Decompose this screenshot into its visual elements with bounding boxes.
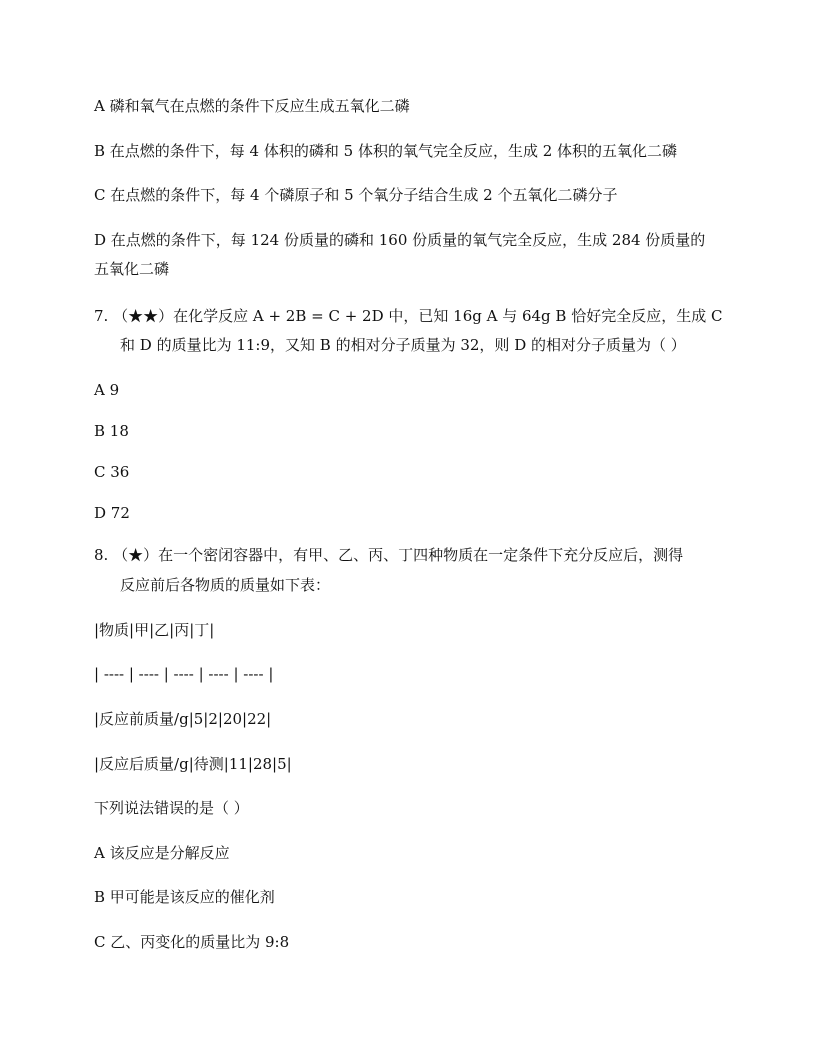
q7-option-d: D 72 xyxy=(94,504,130,522)
q6-option-a: A 磷和氧气在点燃的条件下反应生成五氧化二磷 xyxy=(94,97,410,115)
q8-option-b: B 甲可能是该反应的催化剂 xyxy=(94,888,275,906)
q7-option-c: C 36 xyxy=(94,463,130,481)
q8-stem-line2: 反应前后各物质的质量如下表： xyxy=(120,576,331,594)
q8-table-header: |物质|甲|乙|丙|丁| xyxy=(94,621,215,639)
q8-table-separator: | ---- | ---- | ---- | ---- | ---- | xyxy=(94,665,274,683)
q7-option-b: B 18 xyxy=(94,422,129,440)
q8-table-row-before: |反应前质量/g|5|2|20|22| xyxy=(94,710,272,728)
q8-stem-line1: 8. （★）在一个密闭容器中，有甲、乙、丙、丁四种物质在一定条件下充分反应后，测得 xyxy=(94,546,684,564)
q8-option-a: A 该反应是分解反应 xyxy=(94,844,230,862)
q8-question: 下列说法错误的是（ ） xyxy=(94,799,249,817)
q8-table-row-after: |反应后质量/g|待测|11|28|5| xyxy=(94,755,292,773)
q6-option-b: B 在点燃的条件下，每 4 体积的磷和 5 体积的氧气完全反应，生成 2 体积的五氧化二磷 xyxy=(94,142,678,160)
q7-stem-line1: 7. （★★）在化学反应 A + 2B = C + 2D 中，已知 16g A 与 64g B 恰好完全反应，生成 C xyxy=(94,307,723,325)
q7-stem-line2: 和 D 的质量比为 11:9，又知 B 的相对分子质量为 32，则 D 的相对分子质量为（ ） xyxy=(120,336,686,354)
q6-option-d-line2: 五氧化二磷 xyxy=(94,260,170,278)
q6-option-c: C 在点燃的条件下，每 4 个磷原子和 5 个氧分子结合生成 2 个五氧化二磷分子 xyxy=(94,186,618,204)
q7-option-a: A 9 xyxy=(94,381,120,399)
q6-option-d-line1: D 在点燃的条件下，每 124 份质量的磷和 160 份质量的氧气完全反应，生成 284 份质量的 xyxy=(94,231,706,249)
q8-option-c: C 乙、丙变化的质量比为 9:8 xyxy=(94,933,290,951)
